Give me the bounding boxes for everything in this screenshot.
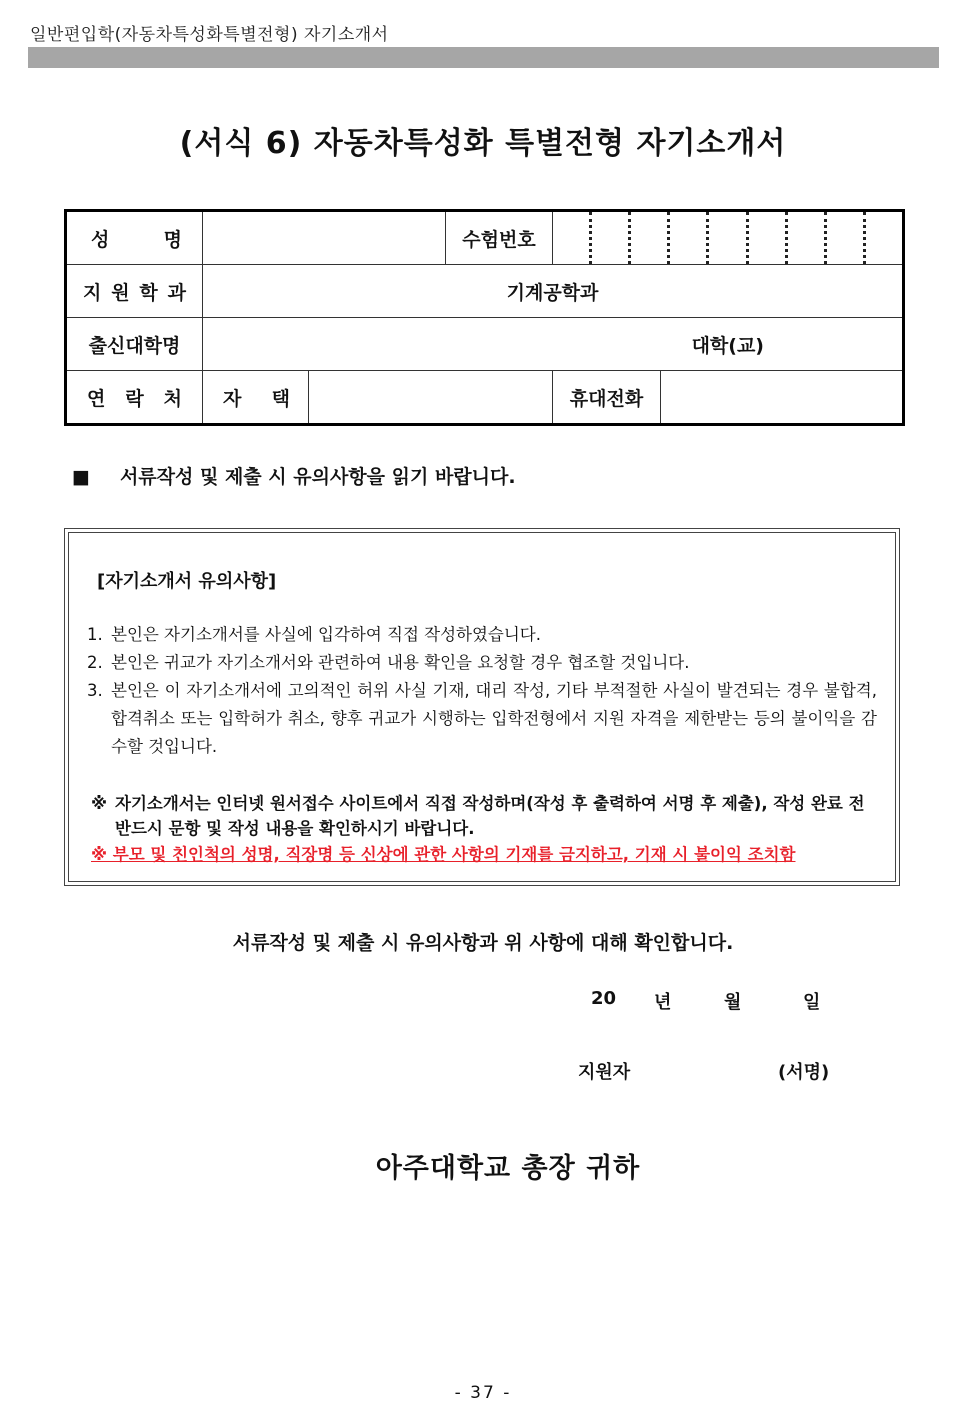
submission-note	[91, 791, 881, 841]
contact-label-char: 처	[163, 387, 182, 410]
contact-label-char: 락	[125, 387, 144, 410]
mobile-label: 휴대전화	[553, 371, 661, 425]
dept-value: 기계공학과	[203, 265, 904, 318]
submission-note-text: 자기소개서는 인터넷 원서접수 사이트에서 직접 작성하며(작성 후 출력하여 서명 후 제출), 작성 완료 전 반드시 문항 및 작성 내용을 확인하시기 바랍니다.	[115, 794, 865, 838]
form-title: (서식 6) 자동차특성화 특별전형 자기소개서	[179, 126, 787, 161]
name-field[interactable]	[203, 211, 446, 265]
dept-row	[66, 265, 904, 318]
page-number: - 37 -	[454, 1383, 512, 1403]
exam-no-box[interactable]	[592, 212, 631, 264]
warning-note: ※ 부모 및 친인척의 성명, 직장명 등 신상에 관한 사항의 기재를 금지하고, 기재 시 불이익 조치함	[91, 845, 796, 864]
item-text: 본인은 이 자기소개서에 고의적인 허위 사실 기재, 대리 작성, 기타 부적절한 사실이 발견되는 경우 불합격, 합격취소 또는 입학허가 취소, 향후 귀교가 시행하는 입학전형에서 지원 자격을 제한받는 등의 불이익을 감수할 것입니다.	[111, 681, 877, 756]
exam-no-box[interactable]	[709, 212, 748, 264]
home-phone-label	[203, 371, 309, 425]
list-item	[87, 621, 877, 649]
dept-label	[66, 265, 203, 318]
reference-mark-icon: ※	[91, 794, 108, 813]
signature-label: (서명)	[778, 1062, 830, 1083]
notice-heading-text: 서류작성 및 제출 시 유의사항을 읽기 바랍니다.	[119, 466, 516, 488]
notice-heading	[72, 462, 516, 489]
date-year-prefix: 20	[591, 988, 617, 1009]
contact-label	[66, 371, 203, 425]
square-bullet-icon: ■	[72, 466, 90, 488]
item-text: 본인은 귀교가 자기소개서와 관련하여 내용 확인을 요청할 경우 협조할 것입니다.	[111, 653, 690, 672]
univ-row	[66, 318, 904, 371]
dept-label-char: 원	[111, 281, 130, 304]
date-year-label: 년	[654, 992, 672, 1013]
dept-label-char: 학	[139, 281, 158, 304]
exam-no-box[interactable]	[788, 212, 827, 264]
contact-label-char: 연	[87, 387, 106, 410]
confirmation-statement: 서류작성 및 제출 시 유의사항과 위 사항에 대해 확인합니다.	[232, 932, 734, 954]
header-bar	[28, 47, 939, 68]
item-number: 1.	[87, 625, 103, 644]
exam-no-box[interactable]	[631, 212, 670, 264]
running-header: 일반편입학(자동차특성화특별전형) 자기소개서	[30, 25, 389, 45]
dept-label-char: 지	[83, 281, 102, 304]
exam-no-box[interactable]	[553, 212, 592, 264]
name-label	[66, 211, 203, 265]
exam-no-box[interactable]	[670, 212, 709, 264]
guidelines-box	[64, 528, 900, 886]
dept-label-char: 과	[167, 281, 186, 304]
list-item	[87, 677, 877, 761]
exam-no-label: 수험번호	[446, 211, 553, 265]
exam-no-box[interactable]	[866, 212, 902, 264]
guidelines-title: [자기소개서 유의사항]	[97, 571, 277, 592]
univ-label: 출신대학명	[66, 318, 203, 371]
list-item	[87, 649, 877, 677]
home-phone-field[interactable]	[309, 371, 553, 425]
item-number: 2.	[87, 653, 103, 672]
univ-field[interactable]	[203, 318, 904, 371]
name-row	[66, 211, 904, 265]
applicant-label: 지원자	[578, 1062, 631, 1083]
name-label-char: 명	[163, 228, 182, 251]
addressee: 아주대학교 총장 귀하	[375, 1153, 641, 1184]
contact-row	[66, 371, 904, 425]
item-number: 3.	[87, 681, 103, 700]
home-label-char: 택	[271, 387, 290, 410]
date-month-label: 월	[724, 992, 742, 1013]
univ-suffix: 대학(교)	[691, 334, 764, 357]
exam-no-box[interactable]	[749, 212, 788, 264]
exam-no-field[interactable]	[553, 211, 904, 265]
exam-no-box[interactable]	[827, 212, 866, 264]
item-text: 본인은 자기소개서를 사실에 입각하여 직접 작성하였습니다.	[111, 625, 541, 644]
home-label-char: 자	[223, 387, 242, 410]
applicant-info-table	[64, 209, 905, 426]
guidelines-box-inner	[68, 532, 896, 882]
mobile-field[interactable]	[661, 371, 904, 425]
name-label-char: 성	[91, 228, 110, 251]
date-day-label: 일	[803, 992, 821, 1013]
guidelines-list	[87, 621, 877, 761]
